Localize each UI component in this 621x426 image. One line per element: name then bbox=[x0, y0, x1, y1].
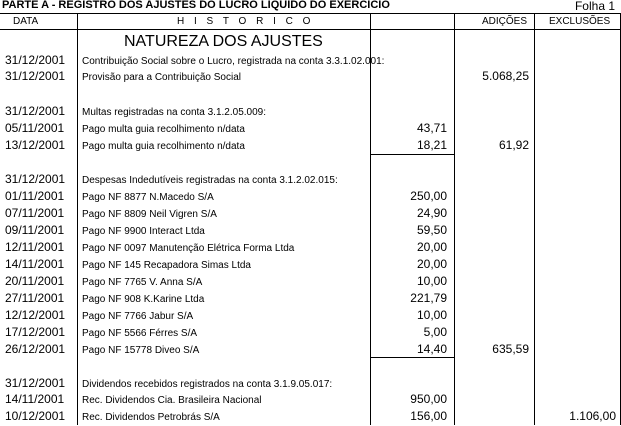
row-amount: 156,00 bbox=[410, 409, 447, 423]
row-date: 14/11/2001 bbox=[5, 257, 65, 271]
row-amount: 24,90 bbox=[416, 206, 447, 220]
row-date: 12/11/2001 bbox=[5, 240, 65, 254]
table-row bbox=[0, 137, 621, 154]
table-row bbox=[0, 68, 621, 85]
row-amount: 14,40 bbox=[416, 342, 447, 356]
row-description: Contribuição Social sobre o Lucro, registrada na conta 3.3.1.02.001: bbox=[82, 56, 385, 67]
table-row bbox=[0, 307, 621, 324]
table-row bbox=[0, 222, 621, 239]
table-row bbox=[0, 188, 621, 205]
table-row bbox=[0, 391, 621, 408]
column-header-history: H I S T O R I C O bbox=[177, 16, 314, 27]
table-row bbox=[0, 273, 621, 290]
row-description: Pago NF 0097 Manutenção Elétrica Forma Ltda bbox=[82, 243, 295, 254]
row-date: 31/12/2001 bbox=[5, 69, 66, 83]
row-amount: 20,00 bbox=[416, 257, 447, 271]
row-addition: 61,92 bbox=[498, 138, 529, 152]
row-description: Rec. Dividendos Petrobrás S/A bbox=[82, 412, 220, 423]
row-date: 20/11/2001 bbox=[5, 274, 65, 288]
row-date: 10/12/2001 bbox=[5, 409, 66, 423]
row-amount: 950,00 bbox=[410, 392, 447, 406]
table-row bbox=[0, 324, 621, 341]
row-date: 05/11/2001 bbox=[5, 121, 65, 135]
row-date: 01/11/2001 bbox=[5, 189, 65, 203]
table-row bbox=[0, 52, 621, 69]
table-row bbox=[0, 120, 621, 137]
row-description: Pago NF 8809 Neil Vigren S/A bbox=[82, 209, 217, 220]
row-description: Pago NF 7766 Jabur S/A bbox=[82, 311, 194, 322]
column-header-exclusions: EXCLUSÕES bbox=[549, 16, 611, 27]
row-amount: 250,00 bbox=[410, 189, 447, 203]
row-description: Pago multa guia recolhimento n/data bbox=[82, 124, 245, 135]
row-addition: 5.068,25 bbox=[482, 69, 529, 83]
row-date: 14/11/2001 bbox=[5, 392, 65, 406]
row-description: Pago NF 5566 Férres S/A bbox=[82, 328, 198, 339]
page-number: Folha 1 bbox=[574, 0, 615, 13]
row-addition: 635,59 bbox=[492, 342, 529, 356]
row-date: 31/12/2001 bbox=[5, 376, 66, 390]
row-date: 26/12/2001 bbox=[5, 342, 66, 356]
row-description: Pago NF 9900 Interact Ltda bbox=[82, 226, 205, 237]
row-date: 13/12/2001 bbox=[5, 138, 66, 152]
row-description: Pago NF 908 K.Karine Ltda bbox=[82, 294, 205, 305]
row-date: 12/12/2001 bbox=[5, 308, 66, 322]
column-header-additions: ADIÇÕES bbox=[482, 16, 528, 27]
row-date: 31/12/2001 bbox=[5, 172, 66, 186]
header-top-border bbox=[0, 13, 621, 14]
row-amount: 10,00 bbox=[416, 274, 447, 288]
row-description: Despesas Indedutíveis registradas na conta 3.1.2.02.015: bbox=[82, 175, 338, 186]
row-exclusion: 1.106,00 bbox=[569, 409, 616, 423]
row-description: Rec. Dividendos Cia. Brasileira Nacional bbox=[82, 395, 262, 406]
table-row bbox=[0, 375, 621, 392]
row-amount: 5,00 bbox=[423, 325, 447, 339]
row-amount: 10,00 bbox=[416, 308, 447, 322]
row-date: 09/11/2001 bbox=[5, 223, 65, 237]
row-description: Pago NF 145 Recapadora Simas Ltda bbox=[82, 260, 251, 271]
subtotal-line-multas bbox=[370, 154, 454, 155]
header-bottom-border bbox=[0, 29, 621, 30]
row-description: Pago NF 7765 V. Anna S/A bbox=[82, 277, 203, 288]
table-row bbox=[0, 290, 621, 307]
row-description: Pago multa guia recolhimento n/data bbox=[82, 141, 245, 152]
table-row bbox=[0, 408, 621, 425]
row-amount: 20,00 bbox=[416, 240, 447, 254]
section-title: NATUREZA DOS AJUSTES bbox=[124, 33, 323, 50]
row-description: Pago NF 15778 Diveo S/A bbox=[82, 345, 200, 356]
row-date: 31/12/2001 bbox=[5, 104, 66, 118]
row-description: Multas registradas na conta 3.1.2.05.009: bbox=[82, 107, 267, 118]
table-row bbox=[0, 341, 621, 358]
row-amount: 59,50 bbox=[416, 223, 447, 237]
column-header-date: DATA bbox=[13, 16, 39, 27]
row-description: Dividendos recebidos registrados na conta 3.1.9.05.017: bbox=[82, 379, 333, 390]
table-row bbox=[0, 103, 621, 120]
table-row bbox=[0, 239, 621, 256]
row-date: 31/12/2001 bbox=[5, 53, 66, 67]
row-amount: 18,21 bbox=[416, 138, 447, 152]
table-row bbox=[0, 205, 621, 222]
row-date: 07/11/2001 bbox=[5, 206, 65, 220]
table-row bbox=[0, 171, 621, 188]
report-title: PARTE A - REGISTRO DOS AJUSTES DO LUCRO LIQUIDO DO EXERCICIO bbox=[2, 0, 390, 11]
table-row bbox=[0, 256, 621, 273]
row-description: Pago NF 8877 N.Macedo S/A bbox=[82, 192, 214, 203]
row-amount: 221,79 bbox=[410, 291, 447, 305]
row-description: Provisão para a Contribuição Social bbox=[82, 72, 241, 83]
row-date: 17/12/2001 bbox=[5, 325, 66, 339]
row-date: 27/11/2001 bbox=[5, 291, 65, 305]
row-amount: 43,71 bbox=[416, 121, 447, 135]
